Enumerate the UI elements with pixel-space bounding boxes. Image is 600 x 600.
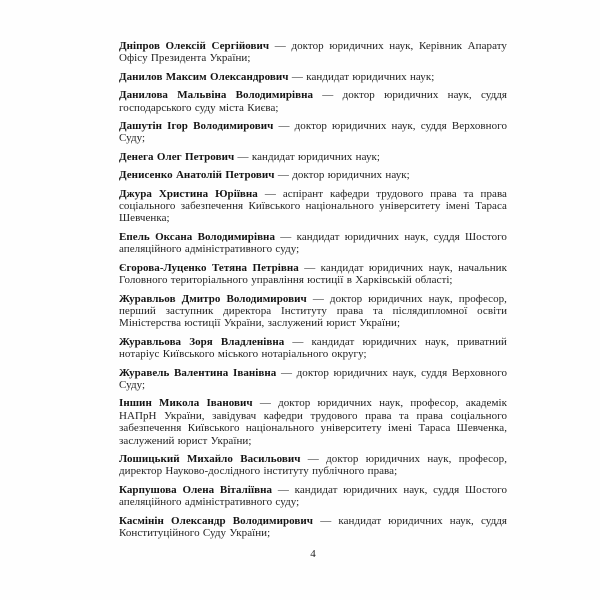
entry-name: Журавель Валентина Іванівна: [119, 366, 277, 379]
list-item: [119, 262, 507, 287]
entry-description: — кандидат юридичних наук;: [237, 150, 381, 163]
entry-name: Дашутін Ігор Володимирович: [119, 120, 274, 133]
entries-list: [119, 40, 507, 560]
list-item: [119, 40, 507, 65]
list-item: [119, 188, 507, 225]
list-item: [119, 453, 507, 478]
list-item: [119, 151, 507, 163]
entry-description: — доктор юридичних наук, професор, академік НАПрН України, завідувач кафедри трудового права та права соціального забезпечення Київського національного університету імені Тараса Шевченка, заслужений юрист України;: [119, 397, 507, 447]
list-item: [119, 71, 507, 83]
list-item: [119, 169, 507, 181]
entry-description: — доктор юридичних наук;: [277, 169, 410, 182]
entry-name: Денисенко Анатолій Петрович: [119, 169, 275, 182]
entry-name: Іншин Микола Іванович: [119, 397, 253, 410]
entry-description: — кандидат юридичних наук, суддя Конституційного Суду України;: [119, 514, 507, 539]
list-item: [119, 367, 507, 392]
entry-name: Джура Христина Юріївна: [119, 187, 258, 200]
list-item: [119, 89, 507, 114]
entry-description: — кандидат юридичних наук;: [291, 70, 435, 83]
entry-description: — кандидат юридичних наук, суддя Шостого апеляційного адміністративного суду;: [119, 483, 507, 509]
page-number: 4: [310, 548, 316, 561]
entry-name: Епель Оксана Володимирівна: [119, 230, 275, 243]
list-item: [119, 484, 507, 509]
entry-name: Карпушова Олена Віталіївна: [119, 483, 273, 496]
entry-name: Денега Олег Петрович: [119, 150, 235, 163]
entry-name: Данилова Мальвіна Володимирівна: [119, 89, 314, 102]
list-item: [119, 515, 507, 540]
list-item: [119, 293, 507, 330]
entry-name: Лошицький Михайло Васильович: [119, 452, 301, 465]
entry-description: — доктор юридичних наук, професор, директор Науково-дослідного інституту публічного права;: [119, 452, 507, 478]
entry-description: — кандидат юридичних наук, суддя Шостого апеляційного адміністративного суду;: [119, 230, 507, 256]
list-item: [119, 397, 507, 447]
entry-description: — кандидат юридичних наук, начальник Головного територіального управління юстиції в Харківській області;: [119, 261, 507, 287]
list-item: [119, 336, 507, 361]
entry-description: — кандидат юридичних наук, приватний нотаріус Київського міського нотаріального округу;: [119, 335, 507, 361]
entry-name: Єгорова-Луценко Тетяна Петрівна: [119, 261, 299, 274]
entry-description: — доктор юридичних наук, суддя господарського суду міста Києва;: [119, 89, 507, 114]
list-item: [119, 120, 507, 145]
entry-name: Касмінін Олександр Володимирович: [119, 514, 314, 527]
entry-description: — доктор юридичних наук, Керівник Апарату Офісу Президента України;: [119, 40, 507, 65]
entry-description: — доктор юридичних наук, професор, перший заступник директора Інституту права та післядипломної освіти Міністерства юстиції України, заслужений юрист України;: [119, 292, 507, 330]
list-item: [119, 231, 507, 256]
entry-description: — доктор юридичних наук, суддя Верховного Суду;: [119, 120, 507, 145]
entry-description: — доктор юридичних наук, суддя Верховного Суду;: [119, 366, 507, 391]
entry-name: Дніпров Олексій Сергійович: [119, 40, 270, 52]
entry-name: Данилов Максим Олександрович: [119, 70, 289, 83]
entry-name: Журавльов Дмитро Володимирович: [119, 292, 307, 305]
entry-description: — аспірант кафедри трудового права та права соціального забезпечення Київського національного університету імені Тараса Шевченка;: [119, 187, 507, 225]
entry-name: Журавльова Зоря Владленівна: [119, 335, 285, 348]
